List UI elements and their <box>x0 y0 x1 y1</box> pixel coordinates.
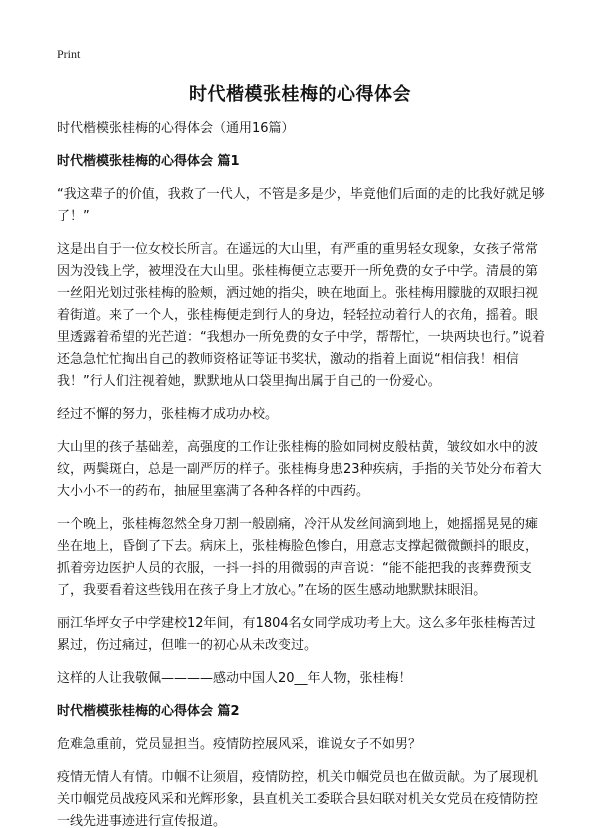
paragraph: 疫情无情人有情。巾帼不让须眉，疫情防控，机关巾帼党员也在做贡献。为了展现机关巾帼党员战疫风采和光辉形象，县直机关工委联合县妇联对机关女党员在疫情防控一线先进事迹进行宣传报道。 <box>57 770 539 828</box>
paragraph: 大山里的孩子基础差，高强度的工作让张桂梅的脸如同树皮般枯黄，皱纹如水中的波纹，两鬓斑白，总是一副严厉的样子。张桂梅身患23种疾病，手指的关节处分布着大大小小不一的药布，抽屉里塞满了各种各样的中西药。 <box>57 440 542 499</box>
paragraph: 这是出自于一位女校长所言。在遥远的大山里，有严重的重男轻女现象，女孩子常常因为没钱上学，被埋没在大山里。张桂梅便立志要开一所免费的女子中学。清晨的第一丝阳光划过张桂梅的脸颊，洒过她的指尖，映在地面上。张桂梅用朦胧的双眼扫视着街道。来了一个人，张桂梅便走到行人的身边，轻轻拉动着行人的衣角，摇着。眼里透露着希望的光芒道：“我想办一所免费的女子中学，帮帮忙，一块两块也行。”说着还急急忙忙掏出自己的教师资格证等证书奖状，激动的指着上面说“相信我！相信我！”行人们注视着她，默默地从口袋里掏出属于自己的一份爱心。 <box>57 242 545 389</box>
paragraph: 这样的人让我敬佩————感动中国人20__年人物，张桂梅！ <box>57 671 412 686</box>
paragraph: 一个晚上，张桂梅忽然全身刀割一般剧痛，冷汗从发丝间滴到地上，她摇摇晃晃的瘫坐在地上，昏倒了下去。病床上，张桂梅脸色惨白，用意志支撑起微微颤抖的眼皮，抓着旁边医护人员的衣服，一抖一抖的用微弱的声音说：“能不能把我的丧葬费预支了，我要看着这些钱用在孩子身上才放心。”在场的医生感动地默默抹眼泪。 <box>57 517 539 598</box>
section-heading: 时代楷模张桂梅的心得体会 篇2 <box>57 704 240 719</box>
paragraph: “我这辈子的价值，我救了一代人，不管是多是少，毕竟他们后面的走的比我好就足够了！” <box>57 187 545 224</box>
document-body <box>57 118 547 828</box>
print-link[interactable]: Print <box>57 47 81 61</box>
document-subtitle: 时代楷模张桂梅的心得体会（通用16篇） <box>57 121 295 136</box>
section-heading: 时代楷模张桂梅的心得体会 篇1 <box>57 154 240 169</box>
document-title: 时代楷模张桂梅的心得体会 <box>189 84 411 105</box>
paragraph: 经过不懈的努力，张桂梅才成功办校。 <box>57 407 279 422</box>
paragraph: 危难急重前，党员显担当。疫情防控展风采，谁说女子不如男？ <box>57 737 422 752</box>
paragraph: 丽江华坪女子中学建校12年间，有1804名女同学成功考上大。这么多年张桂梅苦过累过，伤过痛过，但唯一的初心从未改变过。 <box>57 616 536 653</box>
